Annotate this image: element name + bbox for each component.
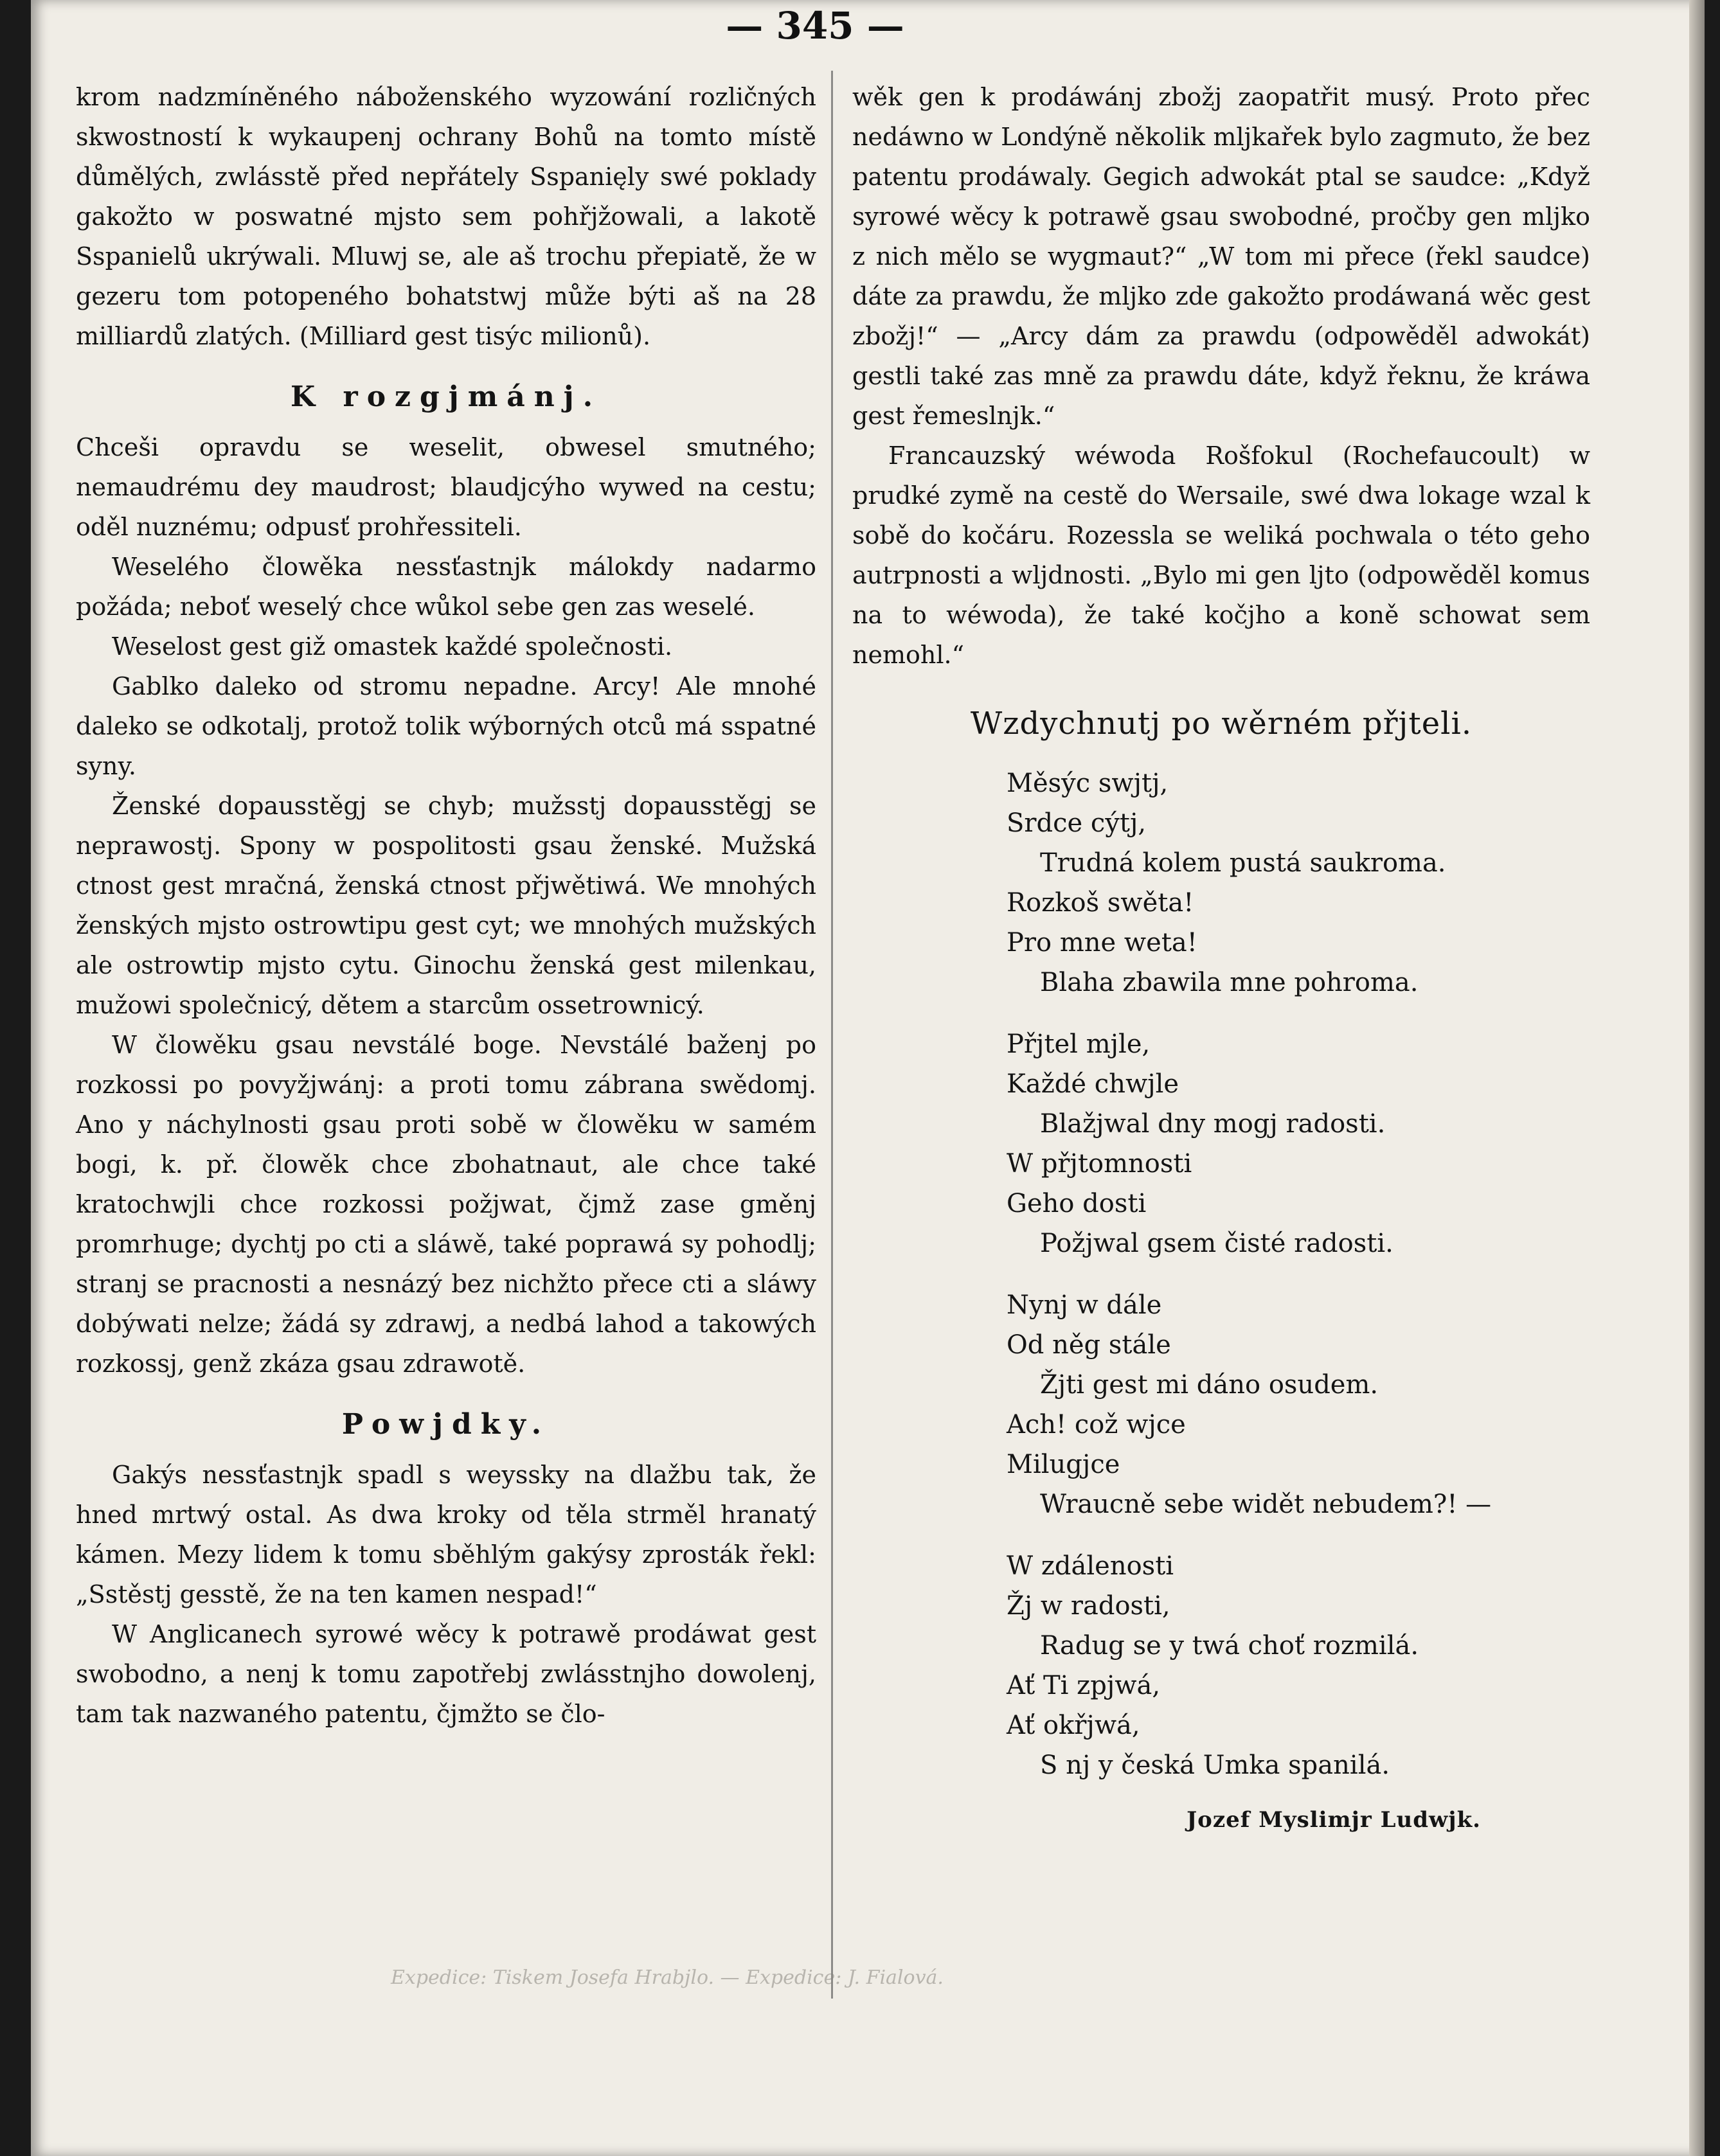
- paragraph: Chceši opravdu se weselit, obwesel smutného; nemaudrému dey maudrost; blaudjcýho wywed na cestu; oděl nuznému; odpusť prohřessiteli.: [76, 433, 816, 541]
- poem-line: Od něg stále: [1007, 1330, 1171, 1360]
- poem-line: Trudná kolem pustá saukroma.: [1040, 848, 1446, 878]
- bleed-through-text: Expedice: Tiskem Josefa Hrabjlo. — Expedice: J. Fialová.: [391, 1966, 944, 1989]
- poem-line: Požjwal gsem čisté radosti.: [1040, 1229, 1393, 1258]
- section-heading-powjdky: Powjdky.: [341, 1408, 551, 1441]
- section-heading-rozgjmanj: K rozgjmánj.: [290, 380, 602, 413]
- poem-line: Geho dosti: [1007, 1189, 1147, 1218]
- paragraph: Weselého člowěka nessťastnjk málokdy nadarmo požáda; neboť weselý chce wůkol sebe gen zas weselé.: [76, 553, 816, 621]
- poem-line: Wraucně sebe widět nebudem?! —: [1040, 1490, 1492, 1519]
- poem-line: Blažjwal dny mogj radosti.: [1040, 1109, 1386, 1139]
- intro-paragraph: krom nadzmíněného náboženského wyzowání rozličných skwostností k wykaupenj ochrany Bohů na tomto místě důmělých, zwlásstě před nepřátely Sspanięly swé poklady gakožto w poswatné mjsto sem pohřjžowali, a lakotě Sspanielů ukrýwali. Mluwj se, ale aš trochu přepiatě, že w gezeru tom potopeného bohatstwj může býti aš na 28 milliardů zlatých. (Milliard gest tisýc milionů).: [76, 83, 816, 350]
- poem-title: Wzdychnutj po wěrném přjteli.: [970, 706, 1473, 742]
- column-divider: [831, 71, 833, 1999]
- paragraph: Ženské dopausstěgj se chyb; mužsstj dopausstěgj se neprawostj. Spony w pospolitosti gsau ženské. Mužská ctnost gest mračná, ženská ctnost přjwětiwá. We mnohých ženských mjsto ostrowtipu gest cyt; we mnohých mužských ale ostrowtip mjsto cytu. Ginochu ženská gest milenkau, mužowi společnicý, dětem a starcům ossetrownicý.: [76, 792, 816, 1019]
- poem-stanza: [852, 1285, 1590, 1524]
- poem-line: Radug se y twá choť rozmilá.: [1040, 1631, 1419, 1661]
- poem-line: Blaha zbawila mne pohroma.: [1040, 968, 1419, 997]
- paragraph: Francauzský wéwoda Rošfokul (Rochefaucoult) w prudké zymě na cestě do Wersaile, swé dwa lokage wzal k sobě do kočáru. Rozessla se weliká pochwala o této geho autrpnosti a wljdnosti. „Bylo mi gen ljto (odpowěděl komus na to wéwoda), že také kočjho a koně schowat sem nemohl.“: [852, 441, 1590, 669]
- paragraph: Gablko daleko od stromu nepadne. Arcy! Ale mnohé daleko se odkotalj, protož tolik wýborných otců má sspatné syny.: [76, 672, 816, 780]
- poem-line: Nynj w dále: [1007, 1290, 1162, 1320]
- author-signature: Jozef Myslimjr Ludwjk.: [1187, 1807, 1481, 1833]
- page-edge-shadow: [1689, 0, 1705, 2156]
- left-column: [76, 77, 816, 1734]
- poem-line: Milugjce: [1007, 1450, 1120, 1479]
- poem-line: W zdálenosti: [1007, 1551, 1174, 1581]
- poem-line: Srdce cýtj,: [1007, 808, 1147, 838]
- paragraph: W Anglicanech syrowé wěcy k potrawě prodáwat gest swobodno, a nenj k tomu zapotřebj zwlásstnjho dowolenj, tam tak nazwaného patentu, čjmžto se člo-: [76, 1620, 816, 1728]
- poem-line: Pro mne weta!: [1007, 928, 1197, 958]
- poem-line: Ach! což wjce: [1007, 1410, 1186, 1439]
- poem-line: Ať okřjwá,: [1007, 1711, 1140, 1740]
- poem-line: Žj w radosti,: [1007, 1591, 1170, 1621]
- poem-stanza: [852, 1546, 1590, 1785]
- paragraph: W člowěku gsau nevstálé boge. Nevstálé baženj po rozkossi po povyžjwánj: a proti tomu zábrana swědomj. Ano y náchylnosti gsau proti sobě w člowěku w samém bogi, k. př. člowěk chce zbohatnaut, ale chce také kratochwjli chce rozkossi požjwat, čjmž zase gměnj promrhuge; dychtj po cti a sláwě, také poprawá sy pohodlj; stranj se pracnosti a nesnázý bez nichžto přece cti a sláwy dobýwati nelze; žádá sy zdrawj, a nedbá lahod a takowých rozkossj, genž zkáza gsau zdrawotě.: [76, 1031, 816, 1378]
- newspaper-page: [31, 0, 1705, 2156]
- poem-stanza: [852, 1024, 1590, 1263]
- poem-line: W přjtomnosti: [1007, 1149, 1192, 1179]
- paragraph: wěk gen k prodáwánj zbožj zaopatřit musý. Proto přec nedáwno w Londýně několik mljkařek bylo zagmuto, že bez patentu prodáwaly. Gegich adwokát ptal se saudce: „Když syrowé wěcy k potrawě gsau swobodné, pročby gen mljko z nich mělo se wygmaut?“ „W tom mi přece (řekl saudce) dáte za prawdu, že mljko zde gakožto prodáwaná wěc gest zbožj!“ — „Arcy dám za prawdu (odpowěděl adwokát) gestli také zas mně za prawdu dáte, když řeknu, že kráwa gest řemeslnjk.“: [852, 83, 1590, 430]
- poem-line: Rozkoš swěta!: [1007, 888, 1194, 918]
- poem-line: Ať Ti zpjwá,: [1007, 1671, 1161, 1700]
- page-number: — 345 —: [726, 4, 904, 48]
- right-column: [852, 77, 1590, 1833]
- poem-line: Měsýc swjtj,: [1007, 769, 1169, 798]
- poem-line: Každé chwjle: [1007, 1069, 1179, 1099]
- paragraph: Gakýs nessťastnjk spadl s weyssky na dlažbu tak, že hned mrtwý ostal. As dwa kroky od těla strměl hranatý kámen. Mezy lidem k tomu sběhlým gakýsy zprosták řekl: „Sstěstj gesstě, že na ten kamen nespad!“: [76, 1461, 816, 1608]
- poem-line: S nj y česká Umka spanilá.: [1040, 1751, 1390, 1780]
- paragraph: Weselost gest giž omastek každé společnosti.: [112, 632, 673, 661]
- poem-line: Přjtel mjle,: [1007, 1029, 1151, 1059]
- poem-line: Žjti gest mi dáno osudem.: [1040, 1370, 1379, 1400]
- poem-stanza: [852, 763, 1590, 1002]
